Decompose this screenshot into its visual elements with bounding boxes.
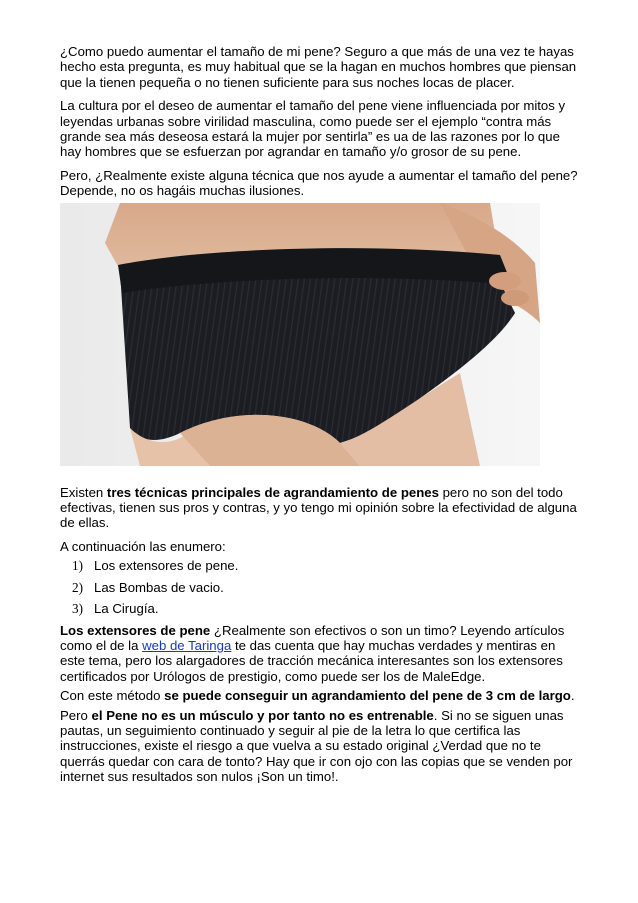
intro-paragraph-3: Pero, ¿Realmente existe alguna técnica que nos ayude a aumentar el tamaño del pene? Depende, no os hagáis muchas ilusiones. bbox=[60, 167, 578, 199]
intro-paragraph-1: ¿Como puedo aumentar el tamaño de mi pene? Seguro a que más de una vez te hayas hecho esta pregunta, es muy habitual que se la hagan en muchos hombres que piensan que la tienen pequeña o no tienen suficiente para sus noches locas de placer. bbox=[60, 44, 577, 90]
method-paragraph: Con este método se puede conseguir un agrandamiento del pene de 3 cm de largo. bbox=[60, 688, 575, 704]
list-item: 1) Los extensores de pene. bbox=[72, 558, 239, 574]
extensores-paragraph: Los extensores de pene ¿Realmente son efectivos o son un timo? Leyendo artículos como el de la web de Taringa te das cuenta que hay muchas verdades y mentiras en este tema, pero los alargadores de tracción mecánica interesantes son los extensores certificados por Urólogos de prestigio, como puede ser los de MaleEdge. bbox=[60, 622, 565, 684]
warning-paragraph: Pero el Pene no es un músculo y por tanto no es entrenable. Si no se siguen unas pautas, un seguimiento continuado y seguir al pie de la letra lo que certifica las instrucciones, existe el riesgo a que vuelva a su estado original ¿Verdad que no te querrás quedar con cara de tonto? Hay que ir con ojo con las copias que se venden por internet sus resultados son nulos ¡Son un timo!. bbox=[60, 707, 573, 785]
document-body bbox=[60, 44, 580, 793]
techniques-paragraph: Existen tres técnicas principales de agrandamiento de penes pero no son del todo efectivas, tienen sus pros y contras, y yo tengo mi opinión sobre la efectividad de alguna de ellas. bbox=[60, 484, 577, 531]
list-item: 2) Las Bombas de vacio. bbox=[72, 579, 224, 595]
intro-paragraph-2: La cultura por el deseo de aumentar el tamaño del pene viene influenciada por mitos y leyendas urbanas sobre virilidad masculina, como puede ser el ejemplo “contra más grande sea más deseosa estará la mujer por sentirla” es ua de las razones por lo que hay hombres que se esfuerzan por agrandar en tamaño y/o grosor de su pene. bbox=[60, 98, 566, 160]
list-item: 3) La Cirugía. bbox=[72, 601, 159, 617]
underwear-photo bbox=[60, 203, 540, 466]
techniques-list bbox=[60, 558, 580, 616]
taringa-link[interactable]: web de Taringa bbox=[142, 637, 232, 653]
list-intro: A continuación las enumero: bbox=[60, 538, 226, 554]
